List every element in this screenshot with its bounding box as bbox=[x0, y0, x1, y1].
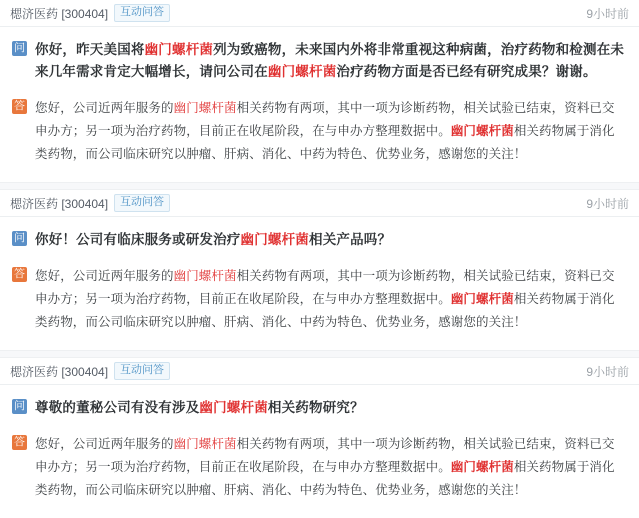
text-run: 相关药物属于消化类药物，而公司临床研究以肿瘤、肝病、消化、中药为特色、优势业务，感谢您的关注！ bbox=[35, 460, 615, 497]
answer-text bbox=[35, 97, 617, 166]
answer-row bbox=[0, 93, 639, 182]
qa-block bbox=[0, 190, 639, 350]
category-tag[interactable]: 互动问答 bbox=[114, 194, 170, 212]
timestamp: 9小时前 bbox=[586, 196, 629, 211]
question-badge-icon: 问 bbox=[14, 42, 25, 54]
question-badge-icon: 问 bbox=[14, 400, 25, 412]
text-run: 你好，昨天美国将 bbox=[35, 42, 145, 57]
keyword-highlight: 幽门螺杆菌 bbox=[173, 437, 237, 451]
keyword-highlight: 幽门螺杆菌 bbox=[267, 64, 337, 79]
keyword-highlight: 幽门螺杆菌 bbox=[199, 400, 268, 415]
question-text[interactable] bbox=[35, 229, 391, 251]
keyword-highlight: 幽门螺杆菌 bbox=[240, 232, 309, 247]
text-run: 您好，公司近两年服务的 bbox=[35, 437, 174, 451]
keyword-highlight: 幽门螺杆菌 bbox=[450, 460, 514, 474]
company-name-link[interactable]: 楒济医药 [300404] bbox=[10, 6, 109, 21]
qa-block bbox=[0, 358, 639, 518]
text-run: 相关药物属于消化类药物，而公司临床研究以肿瘤、肝病、消化、中药为特色、优势业务，感谢您的关注！ bbox=[35, 292, 615, 329]
keyword-highlight: 幽门螺杆菌 bbox=[450, 124, 514, 138]
qa-header bbox=[0, 190, 639, 217]
keyword-highlight: 幽门螺杆菌 bbox=[450, 292, 514, 306]
answer-text bbox=[35, 265, 617, 334]
answer-text bbox=[35, 433, 617, 502]
keyword-highlight: 幽门螺杆菌 bbox=[173, 269, 237, 283]
answer-badge-icon: 答 bbox=[14, 436, 25, 448]
text-run: 相关药物有两项，其中一项为诊断药物，相关试验已结束，资料已交申办方；另一项为治疗药物，目前正在收尾阶段，在与申办方整理数据中。 bbox=[35, 269, 615, 306]
text-run: 相关药物属于消化类药物，而公司临床研究以肿瘤、肝病、消化、中药为特色、优势业务，感谢您的关注！ bbox=[35, 124, 615, 161]
text-run: 相关药物有两项，其中一项为诊断药物，相关试验已结束，资料已交申办方；另一项为治疗药物，目前正在收尾阶段，在与申办方整理数据中。 bbox=[35, 101, 615, 138]
timestamp: 9小时前 bbox=[586, 364, 629, 379]
text-run: 相关药物有两项，其中一项为诊断药物，相关试验已结束，资料已交申办方；另一项为治疗药物，目前正在收尾阶段，在与申办方整理数据中。 bbox=[35, 437, 615, 474]
answer-row bbox=[0, 261, 639, 350]
text-run: 相关产品吗？ bbox=[309, 232, 392, 247]
timestamp: 9小时前 bbox=[586, 6, 629, 21]
qa-header bbox=[0, 358, 639, 385]
text-run: 您好，公司近两年服务的 bbox=[35, 269, 174, 283]
qa-block bbox=[0, 0, 639, 182]
text-run: 你好！公司有临床服务或研发治疗 bbox=[35, 232, 241, 247]
keyword-highlight: 幽门螺杆菌 bbox=[173, 101, 237, 115]
text-run: 列为致癌物，未来国内外将非常重视这种病菌，治疗药物和检测在未来几年需求肯定大幅增长，请问公司在 bbox=[35, 42, 625, 79]
text-run: 您好，公司近两年服务的 bbox=[35, 101, 174, 115]
question-text[interactable] bbox=[35, 397, 364, 419]
answer-badge-icon: 答 bbox=[14, 268, 25, 280]
company-name-link[interactable]: 楒济医药 [300404] bbox=[10, 196, 109, 211]
keyword-highlight: 幽门螺杆菌 bbox=[144, 42, 214, 57]
text-run: 尊敬的董秘公司有没有涉及 bbox=[35, 400, 200, 415]
question-badge-icon: 问 bbox=[14, 232, 25, 244]
question-row bbox=[0, 385, 639, 429]
company-name-link[interactable]: 楒济医药 [300404] bbox=[10, 364, 109, 379]
qa-header bbox=[0, 0, 639, 27]
text-run: 治疗药物方面是否已经有研究成果？谢谢。 bbox=[336, 64, 597, 79]
category-tag[interactable]: 互动问答 bbox=[114, 4, 170, 22]
answer-badge-icon: 答 bbox=[14, 100, 25, 112]
answer-row bbox=[0, 429, 639, 518]
block-divider bbox=[0, 350, 639, 358]
block-divider bbox=[0, 182, 639, 190]
category-tag[interactable]: 互动问答 bbox=[114, 362, 170, 380]
question-text[interactable] bbox=[35, 39, 625, 83]
question-row bbox=[0, 27, 639, 93]
question-row bbox=[0, 217, 639, 261]
text-run: 相关药物研究？ bbox=[267, 400, 364, 415]
